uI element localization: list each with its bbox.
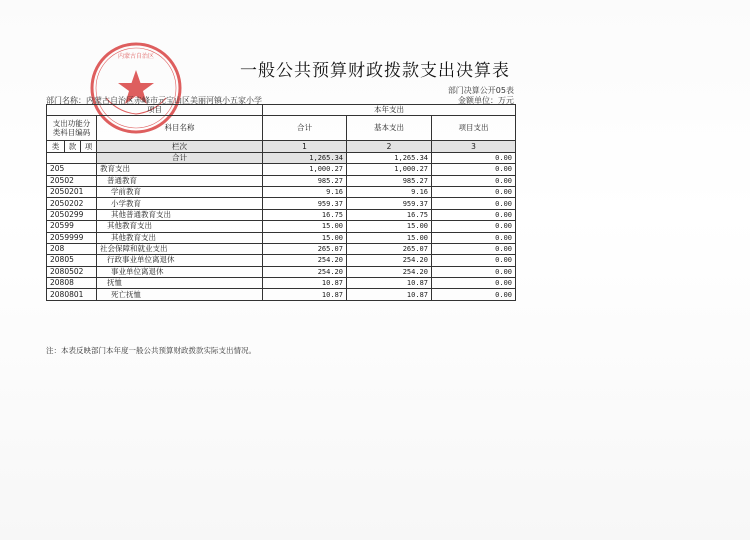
total-basic: 1,265.34	[347, 152, 432, 163]
amount-basic: 959.37	[347, 198, 432, 209]
subject-name: 死亡抚恤	[97, 289, 263, 300]
subject-code: 208	[47, 243, 97, 254]
footnote: 注：本表反映部门本年度一般公共预算财政拨款实际支出情况。	[46, 346, 256, 355]
amount-basic: 15.00	[347, 232, 432, 243]
amount-total: 985.27	[263, 175, 347, 186]
subject-name: 小学教育	[97, 198, 263, 209]
amount-total: 9.16	[263, 186, 347, 197]
department-name: 内蒙古自治区赤峰市元宝山区美丽河镇小五家小学	[86, 96, 262, 105]
table-row	[47, 278, 516, 289]
header-subject-name: 科目名称	[97, 116, 263, 141]
header-basic: 基本支出	[347, 116, 432, 141]
amount-total: 1,000.27	[263, 164, 347, 175]
total-amount: 1,265.34	[263, 152, 347, 163]
table-row	[47, 255, 516, 266]
amount-total: 16.75	[263, 209, 347, 220]
header-current-year: 本年支出	[263, 105, 516, 116]
table-row	[47, 289, 516, 300]
col-no-3: 3	[432, 141, 516, 152]
amount-basic: 985.27	[347, 175, 432, 186]
amount-basic: 265.07	[347, 243, 432, 254]
svg-text:内蒙古自治区: 内蒙古自治区	[117, 53, 155, 60]
header-total: 合计	[263, 116, 347, 141]
subject-name: 抚恤	[97, 278, 263, 289]
header-lei: 类	[47, 141, 65, 152]
header-project-exp: 项目支出	[432, 116, 516, 141]
amount-total: 265.07	[263, 243, 347, 254]
table-row	[47, 198, 516, 209]
amount-project: 0.00	[432, 175, 516, 186]
budget-table	[46, 104, 516, 301]
subject-name: 其他普通教育支出	[97, 209, 263, 220]
col-no-1: 1	[263, 141, 347, 152]
header-project: 项目	[47, 105, 263, 116]
amount-unit: 金额单位：万元	[458, 96, 514, 105]
page-title: 一般公共预算财政拨款支出决算表	[240, 61, 510, 81]
subject-name: 学前教育	[97, 186, 263, 197]
column-number-row	[47, 141, 516, 152]
table-row	[47, 209, 516, 220]
total-project: 0.00	[432, 152, 516, 163]
table-row	[47, 232, 516, 243]
subject-name: 其他教育支出	[97, 221, 263, 232]
header-xiang: 项	[81, 141, 97, 152]
subject-name: 行政事业单位离退休	[97, 255, 263, 266]
header-row-1	[47, 105, 516, 116]
table-row	[47, 221, 516, 232]
subject-code: 2080502	[47, 266, 97, 277]
subject-code: 2080801	[47, 289, 97, 300]
amount-basic: 1,000.27	[347, 164, 432, 175]
amount-project: 0.00	[432, 232, 516, 243]
header-func-code: 支出功能分类科目编码	[47, 116, 97, 141]
amount-total: 15.00	[263, 221, 347, 232]
amount-project: 0.00	[432, 221, 516, 232]
table-row	[47, 243, 516, 254]
amount-total: 10.87	[263, 278, 347, 289]
subject-code: 2050201	[47, 186, 97, 197]
table-row	[47, 186, 516, 197]
amount-total: 15.00	[263, 232, 347, 243]
subject-name: 社会保障和就业支出	[97, 243, 263, 254]
amount-basic: 254.20	[347, 255, 432, 266]
amount-basic: 15.00	[347, 221, 432, 232]
amount-project: 0.00	[432, 209, 516, 220]
header-kuan: 款	[65, 141, 81, 152]
table-row	[47, 164, 516, 175]
subject-code: 20502	[47, 175, 97, 186]
form-code: 部门决算公开05表	[447, 86, 514, 95]
amount-basic: 10.87	[347, 289, 432, 300]
total-label: 合计	[97, 152, 263, 163]
amount-total: 254.20	[263, 255, 347, 266]
table-row	[47, 175, 516, 186]
amount-project: 0.00	[432, 186, 516, 197]
amount-project: 0.00	[432, 164, 516, 175]
subject-code: 2059999	[47, 232, 97, 243]
subject-code: 20599	[47, 221, 97, 232]
subject-code: 20808	[47, 278, 97, 289]
subject-name: 教育支出	[97, 164, 263, 175]
subject-code: 2050299	[47, 209, 97, 220]
subject-name: 普通教育	[97, 175, 263, 186]
amount-total: 10.87	[263, 289, 347, 300]
amount-basic: 9.16	[347, 186, 432, 197]
subject-code: 20805	[47, 255, 97, 266]
amount-project: 0.00	[432, 255, 516, 266]
table-row	[47, 266, 516, 277]
amount-total: 959.37	[263, 198, 347, 209]
col-no-2: 2	[347, 141, 432, 152]
amount-total: 254.20	[263, 266, 347, 277]
amount-basic: 16.75	[347, 209, 432, 220]
subject-name: 其他教育支出	[97, 232, 263, 243]
amount-project: 0.00	[432, 266, 516, 277]
total-row	[47, 152, 516, 163]
amount-project: 0.00	[432, 278, 516, 289]
amount-project: 0.00	[432, 198, 516, 209]
amount-basic: 254.20	[347, 266, 432, 277]
subject-code: 205	[47, 164, 97, 175]
amount-project: 0.00	[432, 243, 516, 254]
amount-project: 0.00	[432, 289, 516, 300]
department-label: 部门名称：	[46, 96, 86, 105]
row-no-label: 栏次	[97, 141, 263, 152]
subject-code: 2050202	[47, 198, 97, 209]
subject-name: 事业单位离退休	[97, 266, 263, 277]
amount-basic: 10.87	[347, 278, 432, 289]
